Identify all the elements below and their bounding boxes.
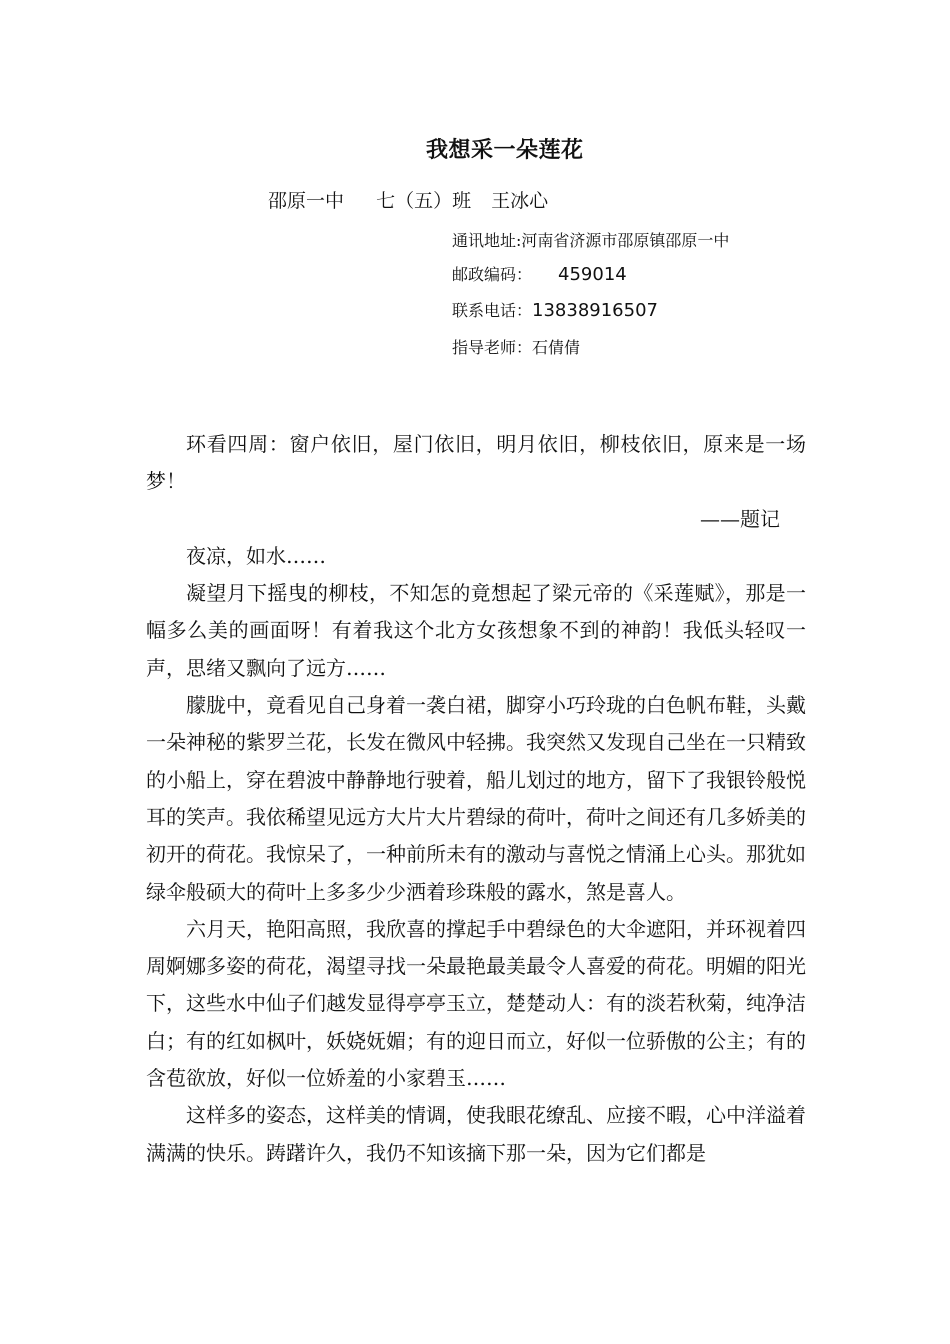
teacher-line [452,335,580,358]
author-byline [268,186,548,213]
address-line [452,228,729,251]
author-name: 王冰心 [491,190,549,212]
teacher-value: 石倩倩 [532,338,581,357]
postal-label: 邮政编码： [452,265,533,284]
paragraph: 这样多的姿态，这样美的情调，使我眼花缭乱、应接不暇，心中洋溢着满满的快乐。踌躇许久，我仍不知该摘下那一朵，因为它们都是 [146,1103,806,1165]
address-label: 通讯地址: [452,231,522,250]
teacher-label: 指导老师： [452,338,533,357]
school-name: 邵原一中 [268,190,345,212]
paragraph: 朦胧中，竟看见自己身着一袭白裙，脚穿小巧玲珑的白色帆布鞋，头戴一朵神秘的紫罗兰花，长发在微风中轻拂。我突然又发现自己坐在一只精致的小船上，穿在碧波中静静地行驶着，船儿划过的地方，留下了我银铃般悦耳的笑声。我依稀望见远方大片大片碧绿的荷叶，荷叶之间还有几多娇美的初开的荷花。我惊呆了，一种前所未有的激动与喜悦之情涌上心头。那犹如绿伞般硕大的荷叶上多多少少洒着珍珠般的露水，煞是喜人。 [146,693,806,904]
epigraph: 环看四周：窗户依旧，屋门依旧，明月依旧，柳枝依旧，原来是一场梦！ [146,432,806,494]
postal-line [452,262,627,285]
phone-label: 联系电话： [452,301,533,320]
postal-value: 459014 [558,264,627,285]
epigraph-sign: ——题记 [700,506,780,531]
phone-line [452,298,658,321]
paragraph: 夜凉，如水…… [186,543,326,568]
paragraph: 凝望月下摇曳的柳枝，不知怎的竟想起了梁元帝的《采莲赋》，那是一幅多么美的画面呀！有着我这个北方女孩想象不到的神韵！我低头轻叹一声，思绪又飘向了远方…… [146,581,806,680]
phone-value: 13838916507 [532,300,658,321]
essay-body [146,426,806,1172]
address-value: 河南省济源市邵原镇邵原一中 [521,231,730,250]
class-name: 七（五）班 [376,190,472,212]
paragraph: 六月天，艳阳高照，我欣喜的撑起手中碧绿色的大伞遮阳，并环视着四周婀娜多姿的荷花，渴望寻找一朵最艳最美最令人喜爱的荷花。明媚的阳光下，这些水中仙子们越发显得亭亭玉立，楚楚动人：有的淡若秋菊，纯净洁白；有的红如枫叶，妖娆妩媚；有的迎日而立，好似一位骄傲的公主；有的含苞欲放，好似一位娇羞的小家碧玉…… [146,916,806,1091]
page-title: 我想采一朵莲花 [426,138,584,163]
